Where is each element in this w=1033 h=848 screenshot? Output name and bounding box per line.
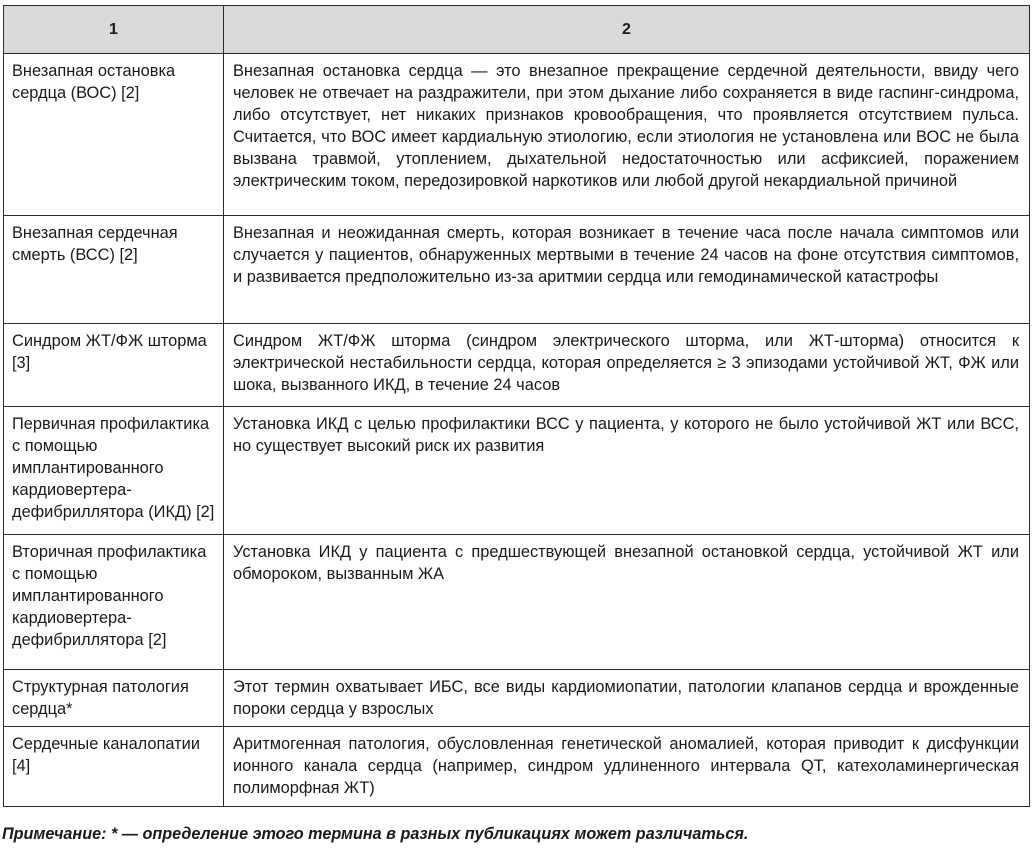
term-cell: Внезапная остановка сердца (ВОС) [2] (4, 54, 224, 216)
definition-cell: Синдром ЖТ/ФЖ шторма (синдром электрического шторма, или ЖТ-шторма) относится к электрической нестабильности сердца, которая определяется ≥ 3 эпизодами устойчивой ЖТ, ФЖ или шока, вызванного ИКД, в течение 24 часов (224, 324, 1030, 407)
table-row (4, 727, 1030, 807)
table-header-row (4, 6, 1030, 54)
term-cell: Синдром ЖТ/ФЖ шторма [3] (4, 324, 224, 407)
table-row (4, 324, 1030, 407)
definition-cell: Внезапная остановка сердца — это внезапное прекращение сердечной деятельности, ввиду чего человек не отвечает на раздражители, при этом дыхание либо сохраняется в виде гаспинг-синдрома, либо отсутствует, нет никаких признаков кровообращения, что проявляется отсутствием пульса. Считается, что ВОС имеет кардиальную этиологию, если этиология не установлена или ВОС не была вызвана травмой, утоплением, дыхательной недостаточностью или асфиксией, поражением электрическим током, передозировкой наркотиков или любой другой некардиальной причиной (224, 54, 1030, 216)
term-cell: Внезапная сердечная смерть (ВСС) [2] (4, 216, 224, 324)
table-row (4, 535, 1030, 670)
term-cell: Сердечные каналопатии [4] (4, 727, 224, 807)
definition-cell: Внезапная и неожиданная смерть, которая возникает в течение часа после начала симптомов или случается у пациентов, обнаруженных мертвыми в течение 24 часов на фоне отсутствия симптомов, и развивается предположительно из-за аритмии сердца или гемодинамической катастрофы (224, 216, 1030, 324)
definition-cell: Аритмогенная патология, обусловленная генетической аномалией, которая приводит к дисфункции ионного канала сердца (например, синдром удлиненного интервала QT, катехоламинергическая полиморфная ЖТ) (224, 727, 1030, 807)
table-row (4, 216, 1030, 324)
table-footnote: Примечание: * — определение этого термина в разных публикациях может различаться. (2, 825, 749, 843)
table-row (4, 407, 1030, 535)
column-header-1: 1 (4, 6, 224, 54)
term-cell: Первичная профилактика с помощью имплантированного кардиовертера-дефибриллятора (ИКД) [2] (4, 407, 224, 535)
term-cell: Вторичная профилактика с помощью имплантированного кардиовертера-дефибриллятора [2] (4, 535, 224, 670)
column-header-2: 2 (224, 6, 1030, 54)
definitions-table (3, 5, 1030, 807)
definition-cell: Установка ИКД с целью профилактики ВСС у пациента, у которого не было устойчивой ЖТ или ВСС, но существует высокий риск их развития (224, 407, 1030, 535)
table-row (4, 54, 1030, 216)
definition-cell: Установка ИКД у пациента с предшествующей внезапной остановкой сердца, устойчивой ЖТ или обмороком, вызванным ЖА (224, 535, 1030, 670)
term-cell: Структурная патология сердца* (4, 670, 224, 727)
definition-cell: Этот термин охватывает ИБС, все виды кардиомиопатии, патологии клапанов сердца и врожденные пороки сердца у взрослых (224, 670, 1030, 727)
table-row (4, 670, 1030, 727)
